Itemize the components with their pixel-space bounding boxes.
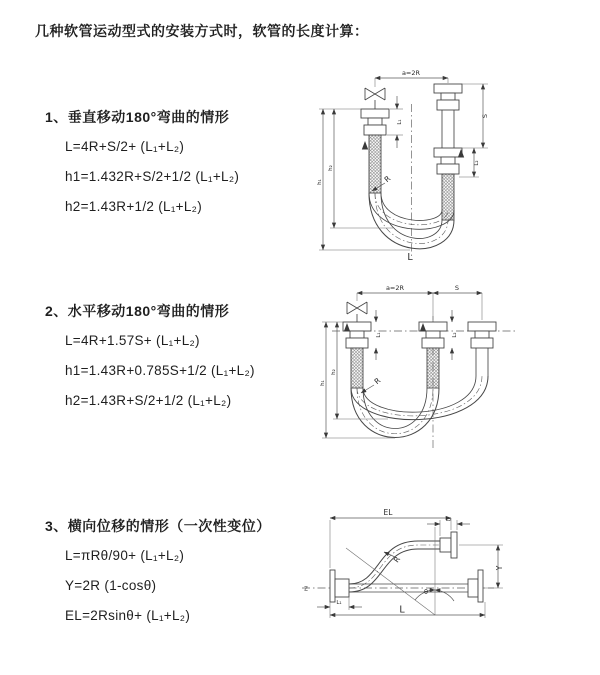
section-2 [45, 296, 255, 416]
dim-label-l2: L₂ [445, 517, 452, 523]
dim-label-r: R [372, 375, 383, 387]
formula-line: L=πRθ/90+ (L₁+L₂) [65, 548, 185, 563]
dim-label-l: L [399, 604, 405, 616]
dim-label-l1: L₁ [376, 332, 382, 338]
formula-line: h1=1.432R+S/2+1/2 (L₁+L₂) [65, 169, 240, 184]
diagram-lateral-displacement [298, 502, 598, 642]
dimension-l2 [452, 310, 458, 360]
dim-label-r: R [382, 173, 393, 185]
left-flange [330, 570, 349, 602]
dimension-s [433, 284, 482, 293]
dim-label-l1: L₁ [336, 600, 342, 606]
formula-line: h2=1.43R+1/2 (L₁+L₂) [65, 199, 203, 214]
dim-label-s: S [454, 284, 460, 292]
section-1 [45, 102, 239, 222]
right-hose-fitting [468, 322, 496, 376]
dim-label-h1: h₁ [320, 380, 326, 386]
middle-hose-fitting [419, 322, 447, 388]
formula-line: h1=1.43R+0.785S+1/2 (L₁+L₂) [65, 363, 255, 378]
section-2-heading: 2、水平移动180°弯曲的情形 [45, 303, 230, 319]
formula-line: EL=2Rsinθ+ (L₁+L₂) [65, 608, 191, 623]
formula-line: L=4R+1.57S+ (L₁+L₂) [65, 333, 200, 348]
angle-construction [346, 527, 454, 615]
upper-right-flange [440, 532, 457, 558]
dimension-l1 [387, 96, 403, 148]
section-3-heading: 3、横向位移的情形（一次性变位） [45, 518, 271, 534]
dim-label-el: EL [383, 508, 393, 517]
right-hose-fitting-lower [434, 148, 462, 220]
pipe-break-mark: Z [304, 586, 308, 593]
dimension-el [330, 508, 451, 568]
left-hose-fitting [343, 322, 371, 388]
dim-label-h2: h₂ [328, 165, 334, 171]
formula-line: L=4R+S/2+ (L₁+L₂) [65, 139, 185, 154]
dim-label-s: S [481, 113, 489, 119]
section-1-heading: 1、垂直移动180°弯曲的情形 [45, 109, 230, 125]
dim-label-h2: h₂ [331, 369, 337, 375]
dim-label-l2: L₂ [474, 160, 480, 166]
dim-label-l-total: L [407, 252, 413, 263]
dimension-s [462, 84, 489, 148]
dim-label-r: R [391, 554, 403, 565]
dimension-h1 [317, 109, 410, 250]
formula-line: h2=1.43R+S/2+1/2 (L₁+L₂) [65, 393, 232, 408]
dim-label-y: Y [495, 565, 504, 571]
dim-label-h1: h₁ [317, 179, 323, 185]
radius-callout [361, 376, 382, 393]
dim-label-l2: L₂ [452, 332, 458, 338]
angle-label-theta: θ [424, 588, 428, 596]
page-title: 几种软管运动型式的安装方式时，软管的长度计算： [35, 23, 369, 39]
lower-right-flange [468, 570, 483, 602]
dimension-l-total [330, 602, 485, 618]
dimension-l2 [427, 517, 470, 536]
dimension-l1 [376, 310, 382, 360]
valve-icon [347, 302, 367, 322]
right-hose-fitting-upper [434, 84, 462, 148]
valve-icon [365, 88, 385, 109]
diagram-horizontal-180-bend [316, 280, 591, 452]
dim-label-a2r: a=2R [401, 69, 421, 77]
hose-u-bends [351, 376, 488, 438]
formula-line: Y=2R (1-cosθ) [65, 578, 157, 593]
dim-label-a2r: a=2R [385, 284, 405, 292]
dim-label-l1: L₁ [397, 119, 403, 125]
diagram-vertical-180-bend [313, 64, 553, 264]
section-3 [45, 511, 271, 631]
